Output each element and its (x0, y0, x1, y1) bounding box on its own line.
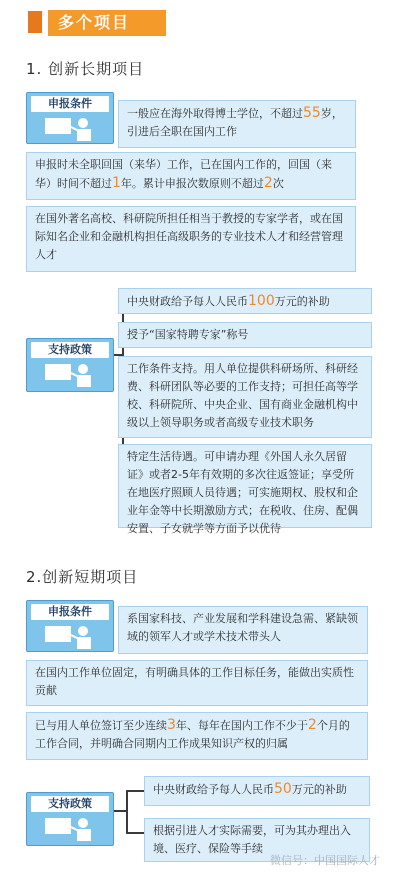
long-condition-1 (118, 100, 356, 148)
bracket-line (114, 810, 126, 812)
months-number: 2 (307, 717, 317, 733)
subsidy-amount: 100 (248, 293, 275, 309)
condition-text: 已与用人单位签订至少连续 (35, 719, 167, 732)
long-policy-3 (118, 356, 372, 438)
page-title: 多个项目 (48, 10, 166, 36)
presenter-icon (39, 115, 103, 143)
long-condition-3 (26, 206, 356, 272)
condition-text: 次 (272, 177, 284, 190)
short-condition-2 (26, 660, 368, 706)
bracket-line (126, 832, 144, 834)
presenter-icon (39, 815, 103, 843)
apply-conditions-tag (26, 600, 114, 652)
condition-text: 年。累计申报次数原则不超过 (120, 177, 264, 190)
condition-text: 在国外著名高校、科研院所担任相当于教授的专家学者，或在国际知名企业和金融机构担任高级职务的专业技术人才和经营管理人才 (35, 212, 343, 261)
section-title-short-term: 2.创新短期项目 (26, 568, 139, 586)
condition-text: 岁，引进后全职在国内工作 (127, 107, 343, 138)
condition-text: 系国家科技、产业发展和学科建设急需、紧缺领域的领军人才或学术技术带头人 (127, 612, 358, 643)
age-limit-number: 55 (303, 105, 321, 121)
bracket-line (126, 790, 144, 792)
condition-text: 在国内工作单位固定，有明确具体的工作目标任务，能做出实质性贡献 (35, 666, 354, 697)
policy-text: 万元的补助 (291, 783, 347, 796)
condition-text: 年、每年在国内工作不少于 (175, 719, 308, 732)
support-policy-label: 支持政策 (31, 342, 109, 358)
presenter-icon (39, 361, 103, 389)
long-policy-4 (118, 444, 372, 535)
short-condition-1 (118, 606, 368, 654)
condition-text: 申报时未全职回国（来华）工作，已在国内工作的，回国（来华）时间不超过 (35, 158, 332, 190)
long-policy-1 (118, 288, 372, 314)
condition-text: 一般应在海外取得博士学位，不超过 (127, 107, 303, 120)
short-policy-1 (144, 776, 370, 806)
years-number: 3 (167, 717, 176, 733)
header-accent (28, 11, 42, 33)
short-condition-3 (26, 712, 368, 760)
section-title-long-term: 1. 创新长期项目 (26, 60, 145, 78)
policy-text: 万元的补助 (274, 295, 330, 308)
policy-text: 中央财政给予每人人民币 (153, 783, 274, 796)
policy-text: 中央财政给予每人人民币 (127, 295, 248, 308)
condition-text: 个月的工作合同，并明确合同期内工作成果知识产权的归属 (35, 719, 350, 750)
policy-text: 授予“国家特聘专家”称号 (127, 328, 249, 341)
watermark: 微信号：中国国际人才 (270, 854, 380, 867)
subsidy-amount: 50 (274, 781, 292, 797)
apply-conditions-tag (26, 92, 114, 144)
policy-text: 工作条件支持。用人单位提供科研场所、科研经费、科研团队等必要的工作支持；可担任高等学校、科研院所、中央企业、国有商业金融机构中级以上领导职务或者高级专业技术职务 (127, 362, 358, 429)
support-policy-tag (26, 338, 114, 392)
years-number: 1 (112, 175, 121, 191)
long-condition-2 (26, 152, 356, 200)
bracket-line (126, 790, 128, 834)
times-number: 2 (263, 175, 273, 191)
apply-conditions-label: 申报条件 (31, 96, 109, 112)
policy-text: 特定生活待遇。可申请办理《外国人永久居留证》或者2-5年有效期的多次往返签证；享受所在地医疗照顾人员待遇；可实施期权、股权和企业年金等中长期激励方式；在税收、住房、配偶安置、子女就学等方面予以优待 (127, 450, 358, 535)
presenter-icon (39, 623, 103, 651)
apply-conditions-label: 申报条件 (31, 604, 109, 620)
policy-text: 根据引进人才实际需要，可为其办理出入境、医疗、保险等手续 (153, 824, 351, 855)
support-policy-tag (26, 792, 114, 846)
support-policy-label: 支持政策 (31, 796, 109, 812)
long-policy-2 (118, 322, 372, 348)
